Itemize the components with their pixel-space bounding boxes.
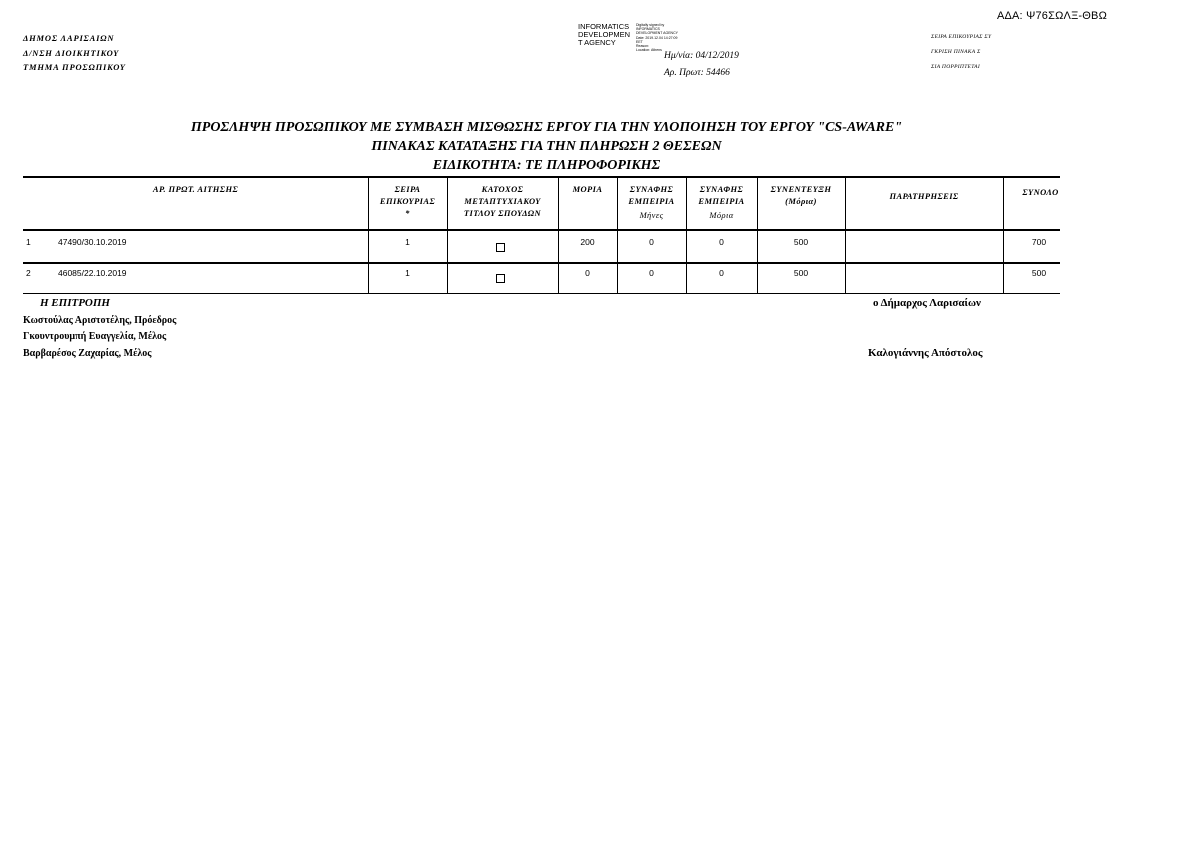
- signature-detail-line: Date: 2019.12.04 14:27:09: [636, 35, 678, 40]
- header-series-line: *: [405, 208, 410, 218]
- exp-points-value: 0: [719, 268, 724, 278]
- header-exp-months-line: ΕΜΠΕΙΡΙΑ: [628, 196, 675, 206]
- header-series-line: ΕΠΙΚΟΥΡΙΑΣ: [379, 196, 436, 206]
- committee-member: Κωστούλας Αριστοτέλης, Πρόεδρος: [23, 315, 177, 326]
- total-value: 700: [1031, 237, 1047, 247]
- document-title: [0, 118, 1191, 175]
- organization-line: ΤΜΗΜΑ ΠΡΟΣΩΠΙΚΟΥ: [23, 62, 126, 72]
- mayor-title: ο Δήμαρχος Λαρισαίων: [873, 297, 981, 309]
- signature-detail-line: INFORMATICS: [636, 27, 660, 32]
- exp-months-value: 0: [649, 237, 654, 247]
- row-number: 1: [26, 237, 31, 247]
- header-remarks: ΠΑΡΑΤΗΡΗΣΕΙΣ: [889, 191, 959, 201]
- right-notes: [931, 30, 991, 75]
- signature-agency: [578, 23, 630, 47]
- header-exp-points-line: ΕΜΠΕΙΡΙΑ: [698, 196, 745, 206]
- right-note-line: ΣΙΑ ΠΟΡΡΙΠΤΕΤΑΙ: [931, 64, 980, 70]
- postgrad-checkbox: [496, 243, 505, 252]
- table-header-rule: [23, 229, 1060, 231]
- agency-line: T AGENCY: [578, 38, 616, 47]
- organization-line: ΔΗΜΟΣ ΛΑΡΙΣΑΙΩΝ: [23, 33, 115, 43]
- title-line-2: ΠΙΝΑΚΑΣ ΚΑΤΑΤΑΞΗΣ ΓΙΑ ΤΗΝ ΠΛΗΡΩΣΗ 2 ΘΕΣΕΩΝ: [371, 139, 722, 154]
- interview-value: 500: [793, 268, 809, 278]
- header-exp-months-line: Μήνες: [639, 210, 664, 220]
- header-postgrad-line: ΚΑΤΟΧΟΣ: [481, 184, 524, 194]
- signature-detail-line: Digitally signed by: [636, 23, 665, 27]
- header-series-line: ΣΕΙΡΑ: [394, 184, 421, 194]
- series-value: 1: [405, 237, 410, 247]
- right-note-line: ΓΚΡΙΣΗ ΠΙΝΑΚΑ Σ: [931, 49, 981, 55]
- exp-months-value: 0: [649, 268, 654, 278]
- header-interview: [757, 183, 845, 207]
- table-row-rule: [23, 262, 1060, 264]
- protocol-number: Αρ. Πρωτ: 54466: [664, 68, 730, 78]
- header-points: ΜΟΡΙΑ: [572, 184, 603, 194]
- committee-member: Βαρβαρέσος Ζαχαρίας, Μέλος: [23, 348, 152, 359]
- right-note-line: ΣΕΙΡΑ ΕΠΙΚΟΥΡΙΑΣ ΣΥ: [931, 34, 992, 40]
- points-value: 200: [580, 237, 595, 247]
- mayor-name: Καλογιάννης Απόστολος: [868, 347, 983, 359]
- agency-line: INFORMATICS: [578, 22, 630, 31]
- interview-value: 500: [793, 237, 809, 247]
- ada-code: ΑΔΑ: Ψ76ΣΩΛΞ-ΘΒΩ: [996, 10, 1107, 22]
- header-exp-months-line: ΣΥΝΑΦΗΣ: [629, 184, 674, 194]
- exp-points-value: 0: [719, 237, 724, 247]
- table-bottom-rule: [23, 293, 1060, 294]
- agency-line: DEVELOPMEN: [578, 30, 631, 39]
- title-line-1: ΠΡΟΣΛΗΨΗ ΠΡΟΣΩΠΙΚΟΥ ΜΕ ΣΥΜΒΑΣΗ ΜΙΣΘΩΣΗΣ ΕΡΓΟΥ ΓΙΑ ΤΗΝ ΥΛΟΠΟΙΗΣΗ ΤΟΥ ΕΡΓΟΥ "CS-AWARE": [190, 120, 903, 135]
- organization-header: [23, 31, 126, 75]
- series-value: 1: [405, 268, 410, 278]
- table-top-rule: [23, 176, 1060, 178]
- header-postgrad-line: ΤΙΤΛΟΥ ΣΠΟΥΔΩΝ: [463, 208, 542, 218]
- committee-title: Η ΕΠΙΤΡΟΠΗ: [40, 297, 110, 309]
- signature-detail-line: EET: [636, 39, 643, 44]
- header-exp-points-line: Μόρια: [709, 210, 734, 220]
- document-date: Ημ/νία: 04/12/2019: [664, 51, 739, 61]
- application-number: 47490/30.10.2019: [58, 237, 127, 247]
- header-postgrad: [447, 183, 558, 219]
- organization-line: Δ/ΝΣΗ ΔΙΟΙΚΗΤΙΚΟΥ: [23, 47, 120, 58]
- header-exp-points: [686, 183, 757, 221]
- header-series: [368, 183, 447, 219]
- header-interview-line: ΣΥΝΕΝΤΕΥΞΗ: [770, 184, 832, 194]
- total-value: 500: [1031, 268, 1047, 278]
- signature-detail-line: DEVELOPMENT AGENCY: [636, 31, 678, 36]
- signature-detail-line: Reason:: [636, 44, 650, 49]
- signature-details: [636, 23, 678, 52]
- application-number: 46085/22.10.2019: [58, 268, 127, 278]
- header-exp-points-line: ΣΥΝΑΦΗΣ: [699, 184, 744, 194]
- header-postgrad-line: ΜΕΤΑΠΤΥΧΙΑΚΟΥ: [464, 196, 541, 206]
- header-application: ΑΡ. ΠΡΩΤ. ΑΙΤΗΣΗΣ: [152, 184, 239, 194]
- header-total: ΣΥΝΟΛΟ: [1022, 187, 1059, 197]
- committee-member: Γκουντρουμπή Ευαγγελία, Μέλος: [23, 331, 167, 342]
- header-interview-line: (Μόρια): [785, 196, 817, 206]
- header-exp-months: [617, 183, 686, 221]
- postgrad-checkbox: [496, 274, 505, 283]
- row-number: 2: [26, 268, 31, 278]
- points-value: 0: [585, 268, 590, 278]
- signature-detail-line: Location: Athens: [636, 48, 662, 53]
- title-line-3: ΕΙΔΙΚΟΤΗΤΑ: ΤΕ ΠΛΗΡΟΦΟΡΙΚΗΣ: [432, 158, 661, 173]
